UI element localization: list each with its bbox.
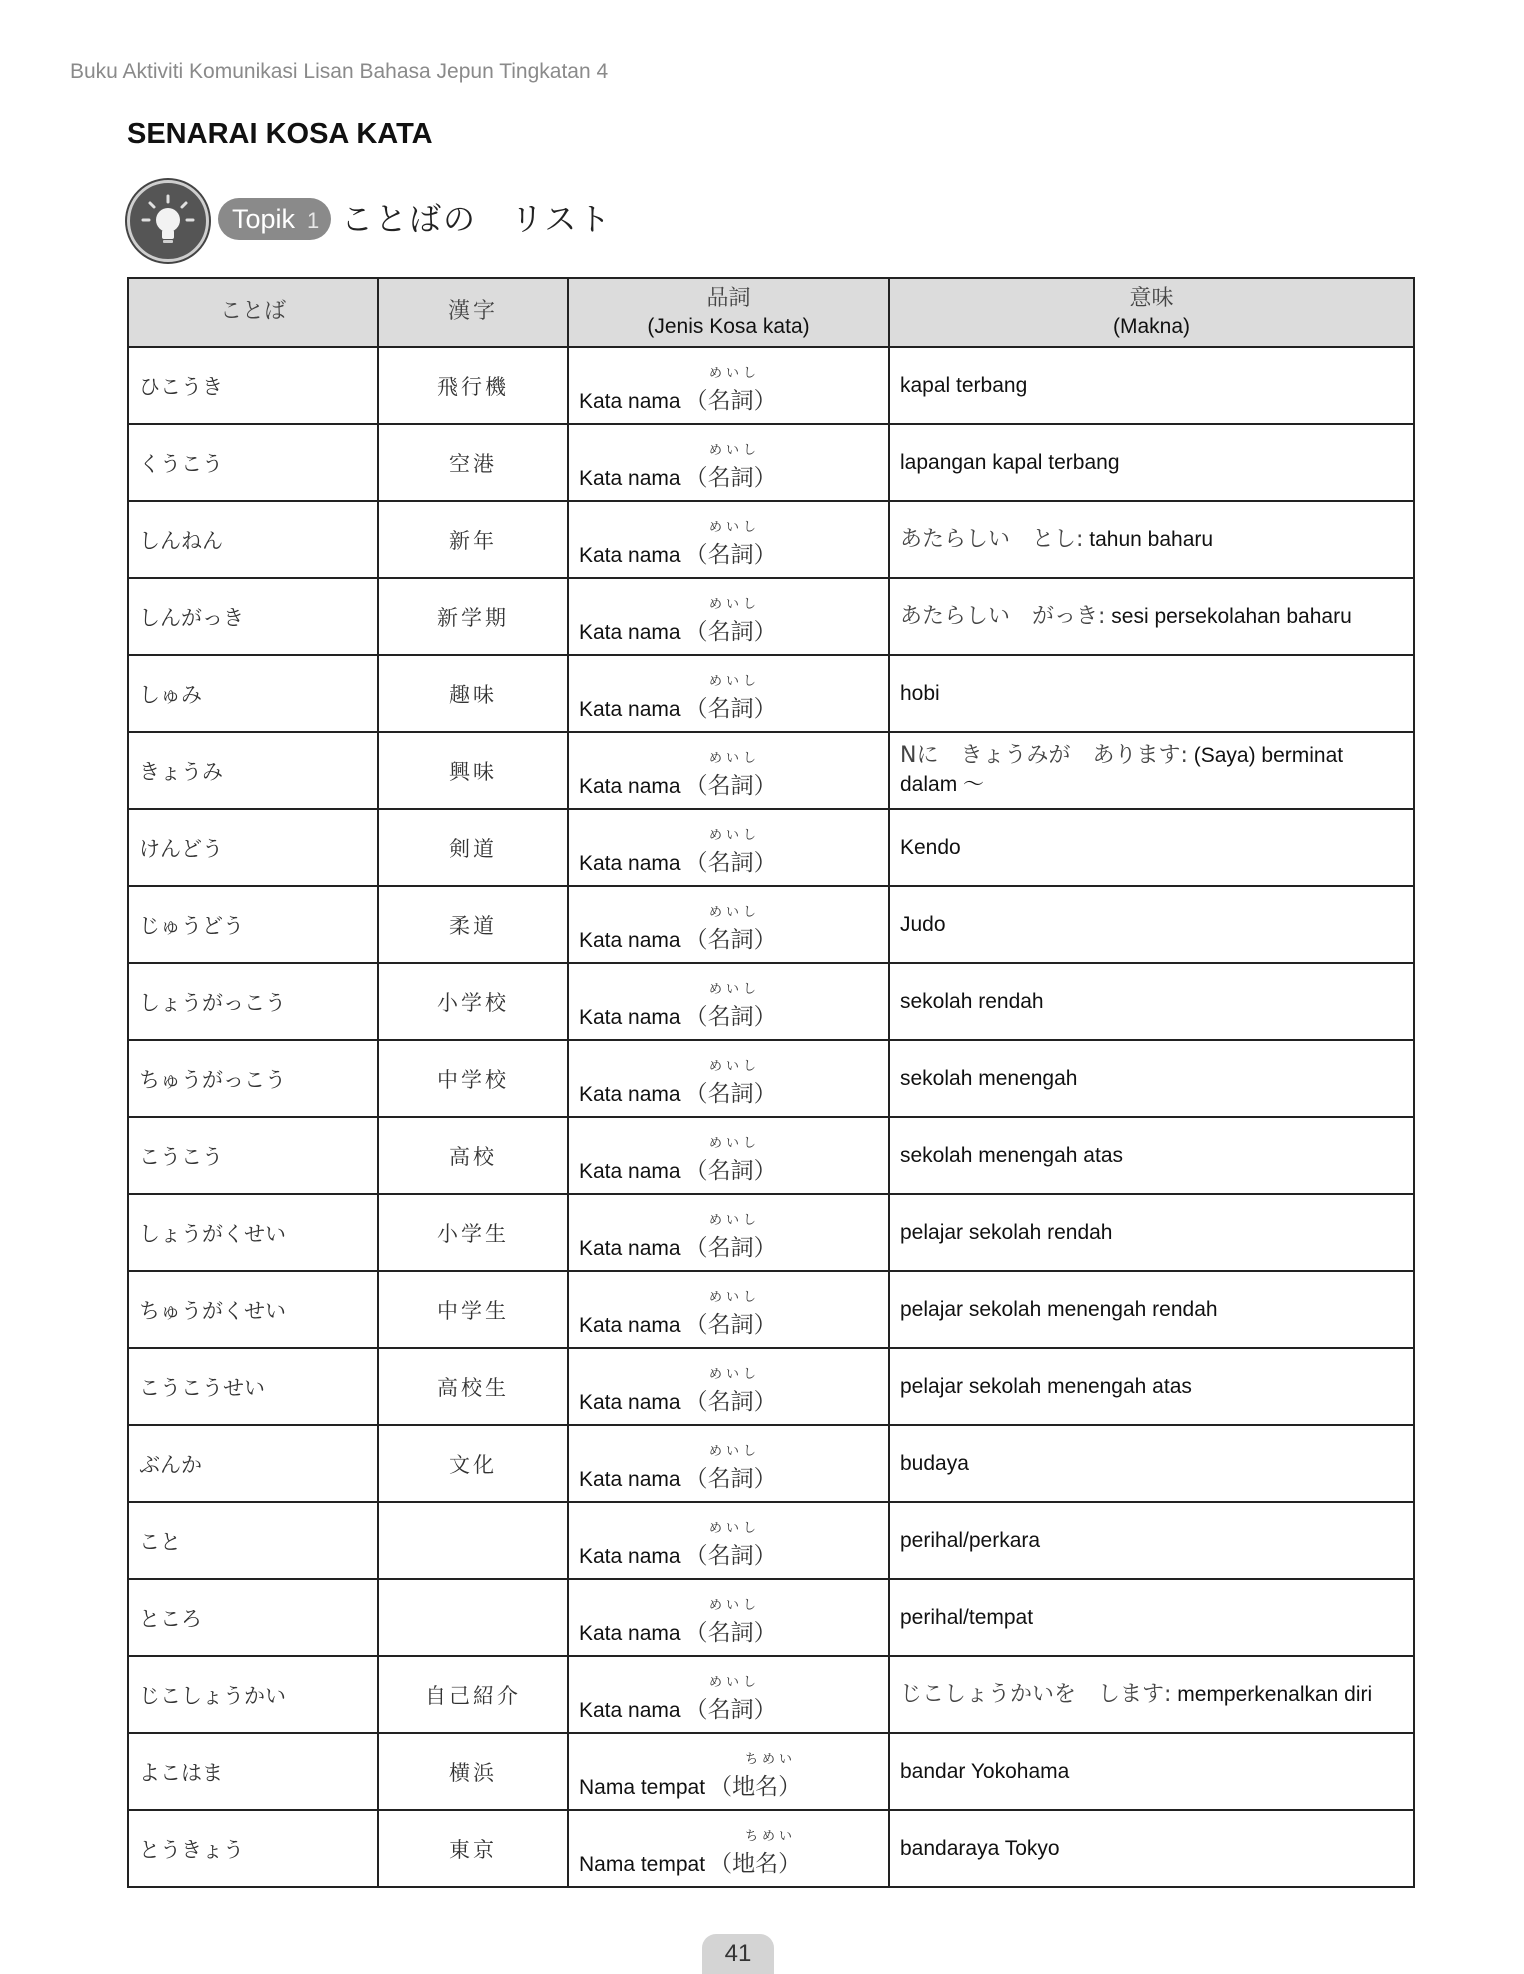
meaning-cell xyxy=(889,347,1414,424)
meaning-text: sesi persekolahan baharu xyxy=(1111,604,1352,628)
word-type-cell xyxy=(568,1733,889,1810)
word-type-label: Kata nama xyxy=(579,1545,681,1568)
kotoba-cell: とうきょう xyxy=(128,1810,378,1887)
furigana: めいし xyxy=(709,1212,761,1227)
word-type-cell xyxy=(568,1425,889,1502)
furigana: ちめい xyxy=(745,1751,797,1766)
table-row xyxy=(128,578,1414,655)
word-type-label: Kata nama xyxy=(579,621,681,644)
topic-title: ことばの リスト xyxy=(341,200,613,238)
meaning-text: lapangan kapal terbang xyxy=(900,450,1120,474)
word-type-kanji: （名詞） xyxy=(684,849,777,875)
furigana: めいし xyxy=(709,365,761,380)
word-type-cell xyxy=(568,1502,889,1579)
furigana: ちめい xyxy=(745,1828,797,1843)
word-type-cell xyxy=(568,655,889,732)
meaning-cell xyxy=(889,732,1414,809)
table-row xyxy=(128,1271,1414,1348)
word-type-cell xyxy=(568,732,889,809)
furigana: めいし xyxy=(709,1366,761,1381)
word-type-label: Kata nama xyxy=(579,1314,681,1337)
kotoba-cell: こうこうせい xyxy=(128,1348,378,1425)
table-row xyxy=(128,809,1414,886)
header-kanji: 漢字 xyxy=(378,278,568,347)
meaning-cell xyxy=(889,655,1414,732)
meaning-cell xyxy=(889,1502,1414,1579)
kotoba-cell: ひこうき xyxy=(128,347,378,424)
furigana: めいし xyxy=(709,1674,761,1689)
word-type-cell xyxy=(568,809,889,886)
meaning-text: hobi xyxy=(900,681,940,705)
word-type-kanji: （名詞） xyxy=(684,464,777,490)
meaning-text: perihal/tempat xyxy=(900,1605,1034,1629)
meaning-text: sekolah menengah xyxy=(900,1066,1078,1090)
kotoba-cell: じゅうどう xyxy=(128,886,378,963)
kotoba-cell: じこしょうかい xyxy=(128,1656,378,1733)
kotoba-cell: しんねん xyxy=(128,501,378,578)
table-row xyxy=(128,424,1414,501)
word-type-kanji: （名詞） xyxy=(684,1080,777,1106)
furigana: めいし xyxy=(709,1443,761,1458)
table-row xyxy=(128,347,1414,424)
table-row xyxy=(128,1117,1414,1194)
word-type-kanji: （地名） xyxy=(709,1773,802,1799)
meaning-text: (Saya) berminat dalam ～ xyxy=(900,744,1344,797)
meaning-text: pelajar sekolah menengah atas xyxy=(900,1374,1192,1398)
meaning-cell xyxy=(889,1733,1414,1810)
kanji-cell: 小学生 xyxy=(378,1194,568,1271)
word-type-label: Kata nama xyxy=(579,698,681,721)
word-type-kanji: （名詞） xyxy=(684,387,777,413)
meaning-text: kapal terbang xyxy=(900,373,1028,397)
meaning-text: Judo xyxy=(900,912,946,936)
meaning-text: bandar Yokohama xyxy=(900,1759,1070,1783)
word-type-cell xyxy=(568,347,889,424)
kanji-cell: 文化 xyxy=(378,1425,568,1502)
table-row xyxy=(128,655,1414,732)
word-type-cell xyxy=(568,424,889,501)
header-word-type: 品詞 (Jenis Kosa kata) xyxy=(568,278,889,347)
table-row xyxy=(128,1810,1414,1887)
kanji-cell: 柔道 xyxy=(378,886,568,963)
meaning-cell xyxy=(889,1656,1414,1733)
word-type-cell xyxy=(568,1117,889,1194)
meaning-cell xyxy=(889,886,1414,963)
word-type-label: Kata nama xyxy=(579,544,681,567)
word-type-cell xyxy=(568,1194,889,1271)
kotoba-cell: ちゅうがくせい xyxy=(128,1271,378,1348)
table-row xyxy=(128,1194,1414,1271)
kotoba-cell: こと xyxy=(128,1502,378,1579)
meaning-cell xyxy=(889,578,1414,655)
word-type-kanji: （名詞） xyxy=(684,541,777,567)
word-type-label: Kata nama xyxy=(579,1468,681,1491)
word-type-cell xyxy=(568,1040,889,1117)
kanji-cell: 新年 xyxy=(378,501,568,578)
word-type-label: Kata nama xyxy=(579,1083,681,1106)
meaning-text: perihal/perkara xyxy=(900,1528,1041,1552)
table-row xyxy=(128,886,1414,963)
meaning-japanese: じこしょうかいを します: xyxy=(900,1681,1172,1707)
kotoba-cell: しゅみ xyxy=(128,655,378,732)
word-type-cell xyxy=(568,1810,889,1887)
kanji-cell: 中学校 xyxy=(378,1040,568,1117)
kanji-cell: 高校生 xyxy=(378,1348,568,1425)
vocabulary-table xyxy=(127,277,1415,1888)
meaning-text: pelajar sekolah rendah xyxy=(900,1220,1113,1244)
word-type-label: Nama tempat xyxy=(579,1853,706,1876)
meaning-cell xyxy=(889,1040,1414,1117)
meaning-cell xyxy=(889,1194,1414,1271)
word-type-label: Kata nama xyxy=(579,775,681,798)
section-title: SENARAI KOSA KATA xyxy=(127,118,433,150)
word-type-cell xyxy=(568,1656,889,1733)
kanji-cell: 飛行機 xyxy=(378,347,568,424)
furigana: めいし xyxy=(709,827,761,842)
meaning-cell xyxy=(889,501,1414,578)
kanji-cell: 自己紹介 xyxy=(378,1656,568,1733)
kotoba-cell: ぶんか xyxy=(128,1425,378,1502)
topic-header xyxy=(127,180,827,262)
meaning-cell xyxy=(889,1425,1414,1502)
word-type-label: Kata nama xyxy=(579,1391,681,1414)
meaning-text: Kendo xyxy=(900,835,961,859)
kanji-cell: 剣道 xyxy=(378,809,568,886)
furigana: めいし xyxy=(709,750,761,765)
table-row xyxy=(128,1348,1414,1425)
meaning-japanese: あたらしい とし: xyxy=(900,526,1084,552)
kanji-cell: 中学生 xyxy=(378,1271,568,1348)
kanji-cell: 小学校 xyxy=(378,963,568,1040)
word-type-cell xyxy=(568,886,889,963)
meaning-cell xyxy=(889,809,1414,886)
kotoba-cell: しんがっき xyxy=(128,578,378,655)
word-type-kanji: （名詞） xyxy=(684,1696,777,1722)
word-type-label: Kata nama xyxy=(579,1699,681,1722)
kanji-cell: 横浜 xyxy=(378,1733,568,1810)
word-type-kanji: （名詞） xyxy=(684,1465,777,1491)
word-type-cell xyxy=(568,1348,889,1425)
furigana: めいし xyxy=(709,1520,761,1535)
topic-pill xyxy=(218,198,331,240)
lightbulb-icon xyxy=(127,180,209,262)
kanji-cell: 高校 xyxy=(378,1117,568,1194)
table-row xyxy=(128,1040,1414,1117)
word-type-label: Kata nama xyxy=(579,1622,681,1645)
word-type-kanji: （名詞） xyxy=(684,926,777,952)
meaning-cell xyxy=(889,424,1414,501)
topic-number: 1 xyxy=(307,208,320,233)
word-type-cell xyxy=(568,1271,889,1348)
topic-pill-label: Topik xyxy=(232,204,296,234)
meaning-cell xyxy=(889,1810,1414,1887)
word-type-kanji: （名詞） xyxy=(684,1542,777,1568)
kanji-cell xyxy=(378,1579,568,1656)
meaning-cell xyxy=(889,1579,1414,1656)
table-header-row xyxy=(128,278,1414,347)
kotoba-cell: しょうがっこう xyxy=(128,963,378,1040)
kanji-cell: 空港 xyxy=(378,424,568,501)
word-type-kanji: （名詞） xyxy=(684,618,777,644)
meaning-cell xyxy=(889,1348,1414,1425)
furigana: めいし xyxy=(709,1289,761,1304)
word-type-kanji: （地名） xyxy=(709,1850,802,1876)
furigana: めいし xyxy=(709,904,761,919)
meaning-text: budaya xyxy=(900,1451,969,1475)
word-type-label: Kata nama xyxy=(579,467,681,490)
meaning-cell xyxy=(889,1117,1414,1194)
word-type-kanji: （名詞） xyxy=(684,695,777,721)
word-type-cell xyxy=(568,578,889,655)
meaning-text: sekolah rendah xyxy=(900,989,1044,1013)
meaning-cell xyxy=(889,1271,1414,1348)
meaning-cell xyxy=(889,963,1414,1040)
word-type-cell xyxy=(568,963,889,1040)
word-type-kanji: （名詞） xyxy=(684,1388,777,1414)
table-row xyxy=(128,1579,1414,1656)
word-type-label: Kata nama xyxy=(579,1006,681,1029)
furigana: めいし xyxy=(709,519,761,534)
kanji-cell: 東京 xyxy=(378,1810,568,1887)
kotoba-cell: くうこう xyxy=(128,424,378,501)
kanji-cell: 趣味 xyxy=(378,655,568,732)
word-type-kanji: （名詞） xyxy=(684,772,777,798)
table-row xyxy=(128,1502,1414,1579)
header-meaning: 意味 (Makna) xyxy=(889,278,1414,347)
furigana: めいし xyxy=(709,981,761,996)
table-row xyxy=(128,1733,1414,1810)
kotoba-cell: こうこう xyxy=(128,1117,378,1194)
meaning-text: memperkenalkan diri xyxy=(1177,1682,1373,1706)
meaning-japanese: Nに きょうみが あります: xyxy=(900,743,1188,769)
word-type-kanji: （名詞） xyxy=(684,1619,777,1645)
kotoba-cell: ちゅうがっこう xyxy=(128,1040,378,1117)
word-type-label: Kata nama xyxy=(579,390,681,413)
word-type-kanji: （名詞） xyxy=(684,1157,777,1183)
kanji-cell: 新学期 xyxy=(378,578,568,655)
word-type-label: Kata nama xyxy=(579,852,681,875)
furigana: めいし xyxy=(709,673,761,688)
kotoba-cell: ところ xyxy=(128,1579,378,1656)
kanji-cell xyxy=(378,1502,568,1579)
furigana: めいし xyxy=(709,1058,761,1073)
meaning-text: bandaraya Tokyo xyxy=(900,1836,1060,1860)
word-type-label: Kata nama xyxy=(579,1237,681,1260)
meaning-text: tahun baharu xyxy=(1089,527,1214,551)
word-type-label: Kata nama xyxy=(579,1160,681,1183)
running-head: Buku Aktiviti Komunikasi Lisan Bahasa Jepun Tingkatan 4 xyxy=(70,60,609,83)
table-row xyxy=(128,501,1414,578)
meaning-japanese: あたらしい がっき: xyxy=(900,603,1106,629)
furigana: めいし xyxy=(709,442,761,457)
meaning-text: pelajar sekolah menengah rendah xyxy=(900,1297,1218,1321)
word-type-kanji: （名詞） xyxy=(684,1311,777,1337)
table-row xyxy=(128,1656,1414,1733)
word-type-kanji: （名詞） xyxy=(684,1003,777,1029)
table-row xyxy=(128,732,1414,809)
word-type-cell xyxy=(568,1579,889,1656)
kotoba-cell: よこはま xyxy=(128,1733,378,1810)
furigana: めいし xyxy=(709,1597,761,1612)
header-kotoba: ことば xyxy=(128,278,378,347)
table-row xyxy=(128,1425,1414,1502)
kanji-cell: 興味 xyxy=(378,732,568,809)
word-type-label: Nama tempat xyxy=(579,1776,706,1799)
kotoba-cell: きょうみ xyxy=(128,732,378,809)
word-type-kanji: （名詞） xyxy=(684,1234,777,1260)
furigana: めいし xyxy=(709,1135,761,1150)
word-type-label: Kata nama xyxy=(579,929,681,952)
kotoba-cell: けんどう xyxy=(128,809,378,886)
kotoba-cell: しょうがくせい xyxy=(128,1194,378,1271)
meaning-text: sekolah menengah atas xyxy=(900,1143,1123,1167)
table-row xyxy=(128,963,1414,1040)
word-type-cell xyxy=(568,501,889,578)
page-number: 41 xyxy=(702,1934,774,1974)
furigana: めいし xyxy=(709,596,761,611)
